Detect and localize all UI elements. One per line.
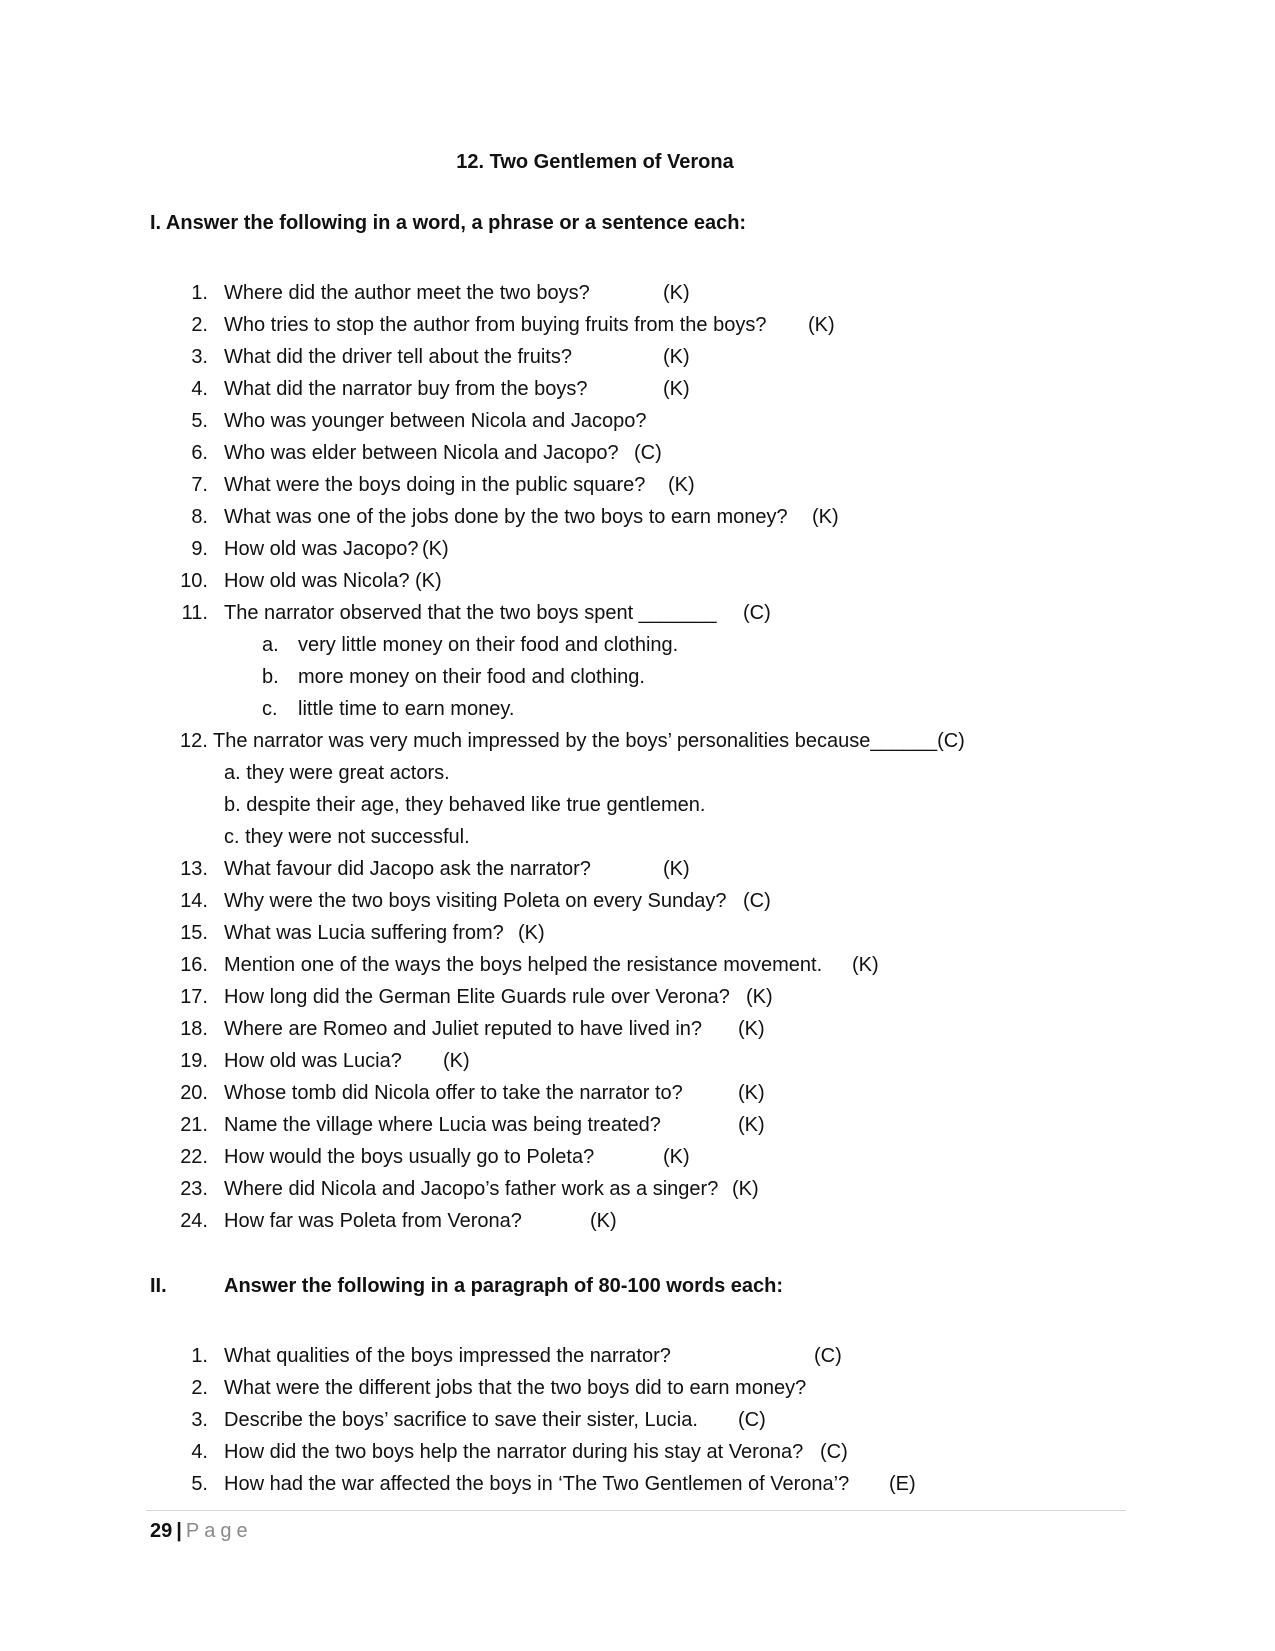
question-text: Who was elder between Nicola and Jacopo? — [224, 442, 619, 464]
section-2-title: Answer the following in a paragraph of 80-100 words each: — [224, 1275, 784, 1297]
question-number: 16. — [180, 954, 208, 976]
option-item — [0, 661, 1275, 693]
question-text: How did the two boys help the narrator during his stay at Verona? — [224, 1441, 804, 1463]
question-text: What was Lucia suffering from? — [224, 922, 504, 944]
question-text: Where are Romeo and Juliet reputed to have lived in? — [224, 1018, 703, 1040]
question-number: 19. — [180, 1050, 208, 1072]
list-item — [0, 469, 1275, 501]
list-item — [0, 1077, 1275, 1109]
option-item — [0, 629, 1275, 661]
question-number: 9. — [191, 538, 208, 560]
question-tag: (K) — [732, 1178, 759, 1200]
list-item — [0, 437, 1275, 469]
question-tag: (K) — [422, 538, 449, 560]
question-text: How old was Jacopo? — [224, 538, 419, 560]
list-item — [0, 533, 1275, 565]
list-item — [0, 501, 1275, 533]
question-text: Where did the author meet the two boys? — [224, 282, 590, 304]
list-item — [0, 885, 1275, 917]
question-tag: (C) — [743, 602, 771, 624]
list-item — [0, 1173, 1275, 1205]
list-item — [0, 981, 1275, 1013]
question-tag: (K) — [590, 1210, 617, 1232]
option-item — [0, 757, 1275, 789]
list-item — [0, 277, 1275, 309]
question-number: 11. — [181, 602, 208, 624]
question-text: Who was younger between Nicola and Jacopo? — [224, 410, 647, 432]
question-number: 1. — [191, 282, 208, 304]
list-item — [0, 565, 1275, 597]
question-text: Describe the boys’ sacrifice to save their sister, Lucia. — [224, 1409, 698, 1431]
list-item — [0, 1109, 1275, 1141]
option-item — [0, 789, 1275, 821]
option-letter: b. — [262, 666, 279, 688]
list-item — [0, 1468, 1275, 1500]
list-item — [0, 405, 1275, 437]
footer-divider — [146, 1510, 1126, 1511]
question-number: 4. — [191, 378, 208, 400]
list-item — [0, 373, 1275, 405]
list-item — [0, 917, 1275, 949]
list-item — [0, 1045, 1275, 1077]
question-text: How old was Lucia? — [224, 1050, 402, 1072]
question-number: 18. — [180, 1018, 208, 1040]
question-number: 22. — [180, 1146, 208, 1168]
question-number: 17. — [180, 986, 208, 1008]
question-text: What did the driver tell about the fruits? — [224, 346, 572, 368]
list-item — [0, 341, 1275, 373]
list-item — [0, 597, 1275, 629]
question-number: 21. — [180, 1114, 208, 1136]
question-tag: (K) — [738, 1082, 765, 1104]
question-text: The narrator observed that the two boys spent _______ — [224, 602, 717, 624]
question-number: 10. — [180, 570, 208, 592]
section-1-question-list — [0, 277, 1275, 1237]
question-text: How had the war affected the boys in ‘The Two Gentlemen of Verona’? — [224, 1473, 850, 1495]
question-number: 6. — [191, 442, 208, 464]
question-number: 20. — [180, 1082, 208, 1104]
question-tag: (E) — [889, 1473, 916, 1495]
option-text: c. they were not successful. — [224, 826, 470, 848]
question-tag: (C) — [634, 442, 662, 464]
page-title: 12. Two Gentlemen of Verona — [456, 151, 734, 173]
question-text: What were the different jobs that the two boys did to earn money? — [224, 1377, 807, 1399]
question-tag: (K) — [746, 986, 773, 1008]
question-tag: (C) — [820, 1441, 848, 1463]
list-item — [0, 949, 1275, 981]
question-tag: (K) — [808, 314, 835, 336]
question-text: What were the boys doing in the public square? — [224, 474, 646, 496]
question-number: 3. — [191, 346, 208, 368]
question-number: 13. — [180, 858, 208, 880]
question-tag: (C) — [814, 1345, 842, 1367]
option-item — [0, 821, 1275, 853]
question-number: 4. — [191, 1441, 208, 1463]
section-1-heading: I. Answer the following in a word, a phrase or a sentence each: — [150, 212, 747, 234]
option-text: b. despite their age, they behaved like true gentlemen. — [224, 794, 706, 816]
option-text: a. they were great actors. — [224, 762, 450, 784]
list-item — [0, 1013, 1275, 1045]
page-number: 29 — [150, 1520, 173, 1542]
section-2-number: II. — [150, 1275, 167, 1297]
question-number: 15. — [180, 922, 208, 944]
list-item — [0, 1372, 1275, 1404]
question-tag: (K) — [518, 922, 545, 944]
question-tag: (K) — [443, 1050, 470, 1072]
footer-separator: | — [176, 1520, 182, 1542]
list-item — [0, 1436, 1275, 1468]
option-item — [0, 693, 1275, 725]
page-footer — [150, 1520, 253, 1543]
list-item — [0, 1340, 1275, 1372]
page-label: Page — [185, 1520, 253, 1542]
question-text: Why were the two boys visiting Poleta on every Sunday? — [224, 890, 727, 912]
list-item — [0, 853, 1275, 885]
question-text: How far was Poleta from Verona? — [224, 1210, 522, 1232]
question-text: What qualities of the boys impressed the narrator? — [224, 1345, 671, 1367]
question-number: 8. — [191, 506, 208, 528]
question-text: What did the narrator buy from the boys? — [224, 378, 588, 400]
option-text: more money on their food and clothing. — [298, 666, 645, 688]
list-item — [0, 309, 1275, 341]
question-number: 2. — [191, 314, 208, 336]
question-tag: (K) — [663, 1146, 690, 1168]
question-text: How long did the German Elite Guards rule over Verona? — [224, 986, 730, 1008]
option-text: very little money on their food and clothing. — [298, 634, 679, 656]
option-letter: a. — [262, 634, 279, 656]
question-number: 7. — [191, 474, 208, 496]
question-number: 5. — [191, 410, 208, 432]
question-tag: (K) — [812, 506, 839, 528]
question-number: 3. — [191, 1409, 208, 1431]
question-tag: (K) — [738, 1114, 765, 1136]
question-tag: (K) — [663, 346, 690, 368]
question-tag: (K) — [852, 954, 879, 976]
question-tag: (K) — [663, 282, 690, 304]
question-text: What favour did Jacopo ask the narrator? — [224, 858, 591, 880]
question-number: 24. — [180, 1210, 208, 1232]
list-item — [0, 1404, 1275, 1436]
question-tag: (K) — [663, 378, 690, 400]
question-text: 12. The narrator was very much impressed by the boys’ personalities because______(C) — [180, 730, 965, 752]
question-text: Name the village where Lucia was being treated? — [224, 1114, 661, 1136]
list-item — [0, 725, 1275, 757]
question-number: 23. — [180, 1178, 208, 1200]
question-tag: (K) — [738, 1018, 765, 1040]
option-text: little time to earn money. — [298, 698, 515, 720]
question-tag: (C) — [738, 1409, 766, 1431]
question-number: 2. — [191, 1377, 208, 1399]
list-item — [0, 1141, 1275, 1173]
question-tag: (K) — [663, 858, 690, 880]
list-item — [0, 1205, 1275, 1237]
question-text: How old was Nicola? — [224, 570, 410, 592]
question-tag: (K) — [668, 474, 695, 496]
question-text: What was one of the jobs done by the two boys to earn money? — [224, 506, 788, 528]
question-tag: (C) — [743, 890, 771, 912]
question-number: 14. — [180, 890, 208, 912]
question-text: Who tries to stop the author from buying fruits from the boys? — [224, 314, 767, 336]
question-text: How would the boys usually go to Poleta? — [224, 1146, 595, 1168]
question-tag: (K) — [415, 570, 442, 592]
question-text: Mention one of the ways the boys helped the resistance movement. — [224, 954, 823, 976]
question-text: Where did Nicola and Jacopo’s father work as a singer? — [224, 1178, 719, 1200]
question-text: Whose tomb did Nicola offer to take the narrator to? — [224, 1082, 683, 1104]
option-letter: c. — [262, 698, 278, 720]
question-number: 5. — [191, 1473, 208, 1495]
question-number: 1. — [191, 1345, 208, 1367]
section-2-question-list — [0, 1340, 1275, 1500]
